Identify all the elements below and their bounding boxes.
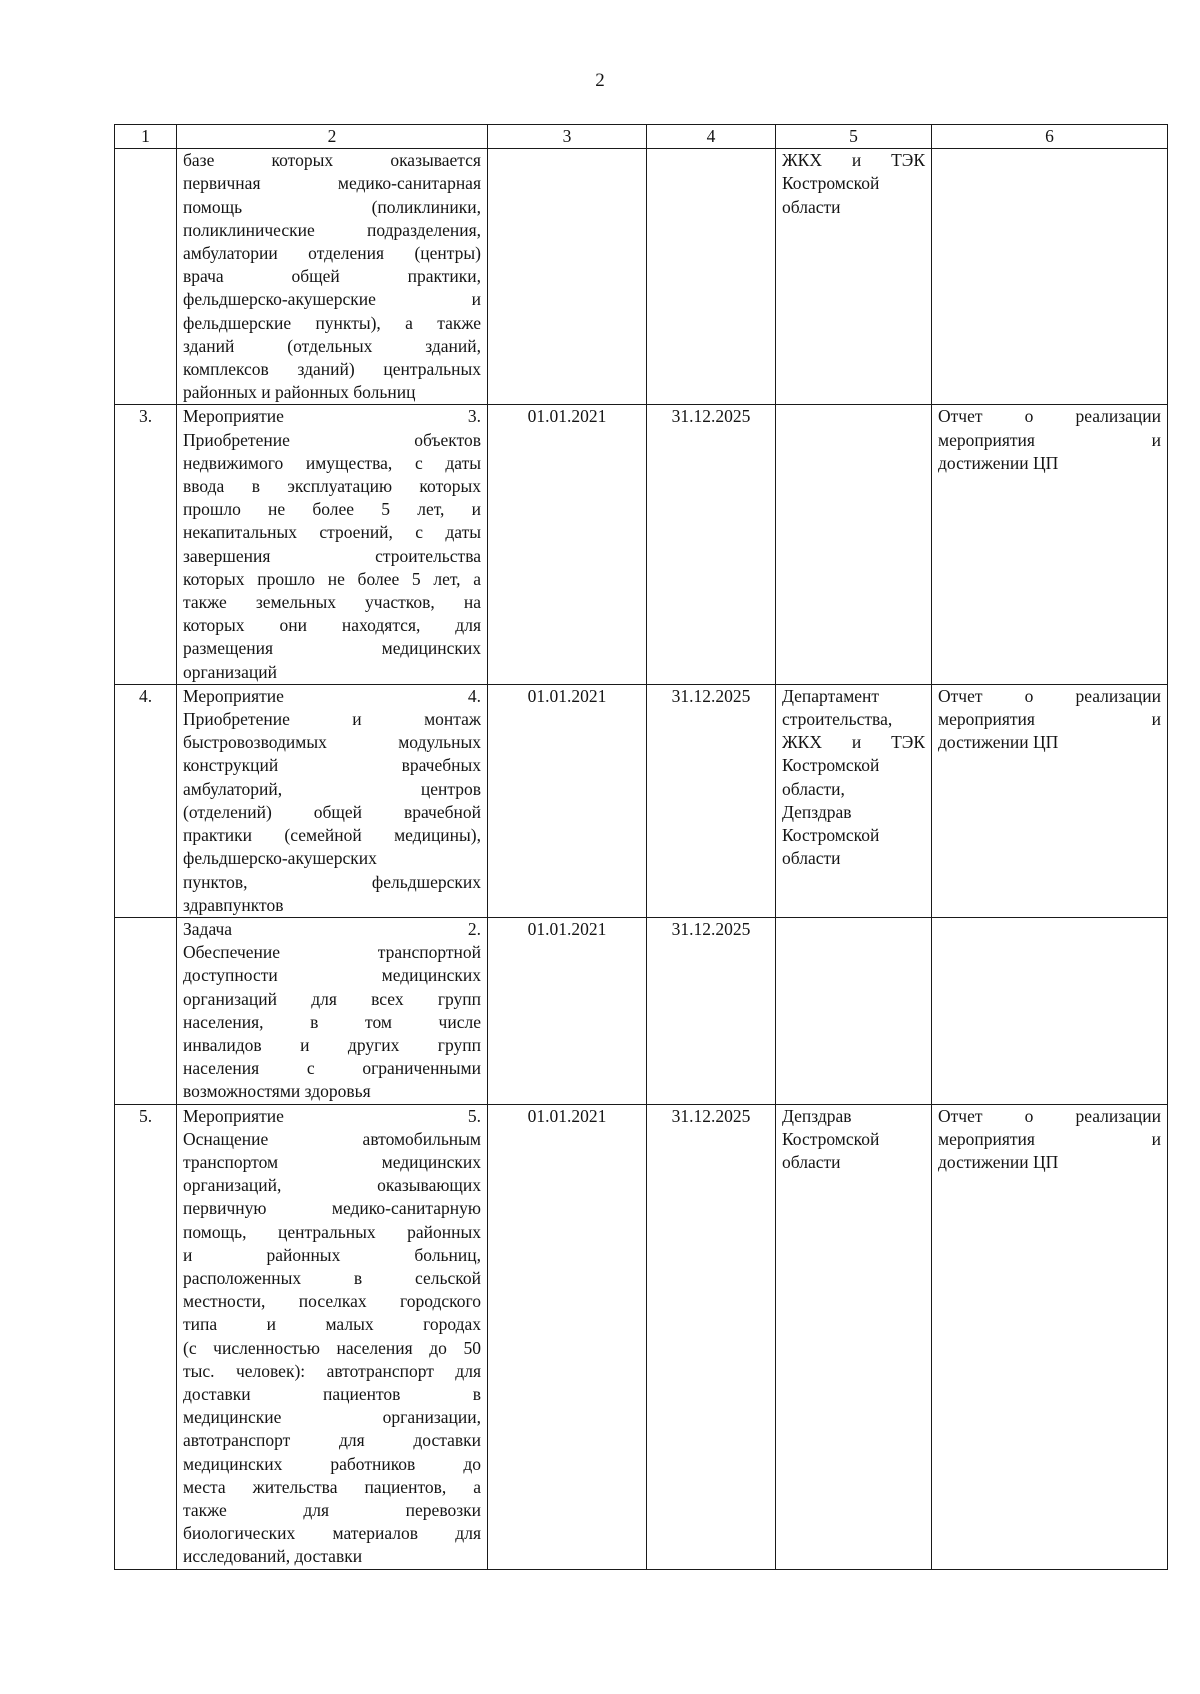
activity-description-line: которых прошло не более 5 лет, а <box>183 568 481 589</box>
column-header-3: 3 <box>488 125 647 149</box>
start-date-cell <box>488 149 647 405</box>
activity-description-line: и районных больниц, <box>183 1244 481 1265</box>
activity-description-line: также земельных участков, на <box>183 592 481 613</box>
activity-description-line: поликлинические подразделения, <box>183 219 481 240</box>
activity-description-line: врача общей практики, <box>183 266 481 287</box>
activity-description-line: типа и малых городах <box>183 1314 481 1335</box>
activity-description-cell <box>177 917 488 1104</box>
activity-description-line: конструкций врачебных <box>183 755 481 776</box>
start-date-cell: 01.01.2021 <box>488 684 647 917</box>
activity-description-line: автотранспорт для доставки <box>183 1430 481 1451</box>
activity-description-line: амбулатории отделения (центры) <box>183 243 481 264</box>
activity-description-cell <box>177 149 488 405</box>
result-cell <box>932 405 1168 684</box>
executor-cell <box>776 405 932 684</box>
row-number-cell: 4. <box>115 684 177 917</box>
result-cell <box>932 1104 1168 1569</box>
row-number-cell <box>115 149 177 405</box>
executor-cell <box>776 684 932 917</box>
activity-description-line: организаций <box>183 661 277 682</box>
row-number-cell: 5. <box>115 1104 177 1569</box>
activity-description-line: населения с ограниченными <box>183 1058 481 1079</box>
activity-description-line: амбулаторий, центров <box>183 778 481 799</box>
end-date-cell <box>647 149 776 405</box>
activity-description-line: практики (семейной медицины), <box>183 825 481 846</box>
activity-description-line: фельдшерские пункты), а также <box>183 312 481 333</box>
activity-description-line: медицинских работников до <box>183 1453 481 1474</box>
table-row <box>115 405 1168 684</box>
result-line: достижении ЦП <box>938 452 1059 473</box>
activity-description-line: (отделений) общей врачебной <box>183 801 481 822</box>
end-date-cell: 31.12.2025 <box>647 917 776 1104</box>
activity-description-line: населения, в том числе <box>183 1011 481 1032</box>
start-date-cell: 01.01.2021 <box>488 1104 647 1569</box>
activity-description-cell <box>177 405 488 684</box>
activity-description-line: помощь, центральных районных <box>183 1221 481 1242</box>
activity-description-line: (с численностью населения до 50 <box>183 1337 481 1358</box>
result-line: мероприятия и <box>938 709 1161 730</box>
activity-description-line: организаций, оказывающих <box>183 1175 481 1196</box>
activity-description-line: районных и районных больниц <box>183 382 416 403</box>
executor-cell <box>776 917 932 1104</box>
result-line: мероприятия и <box>938 429 1161 450</box>
activity-description-line: Оснащение автомобильным <box>183 1128 481 1149</box>
start-date-cell: 01.01.2021 <box>488 405 647 684</box>
executor-line: области, <box>782 778 845 799</box>
activity-description-line: первичная медико-санитарная <box>183 173 481 194</box>
result-line: Отчет о реализации <box>938 685 1161 706</box>
activity-description-line: здравпунктов <box>183 894 284 915</box>
activity-description-line: некапитальных строений, с даты <box>183 522 481 543</box>
end-date-cell: 31.12.2025 <box>647 405 776 684</box>
executor-line: строительства, <box>782 709 893 730</box>
activity-description-line: Мероприятие 3. <box>183 406 481 427</box>
activity-description-line: Задача 2. <box>183 918 481 939</box>
activity-description-line: пунктов, фельдшерских <box>183 871 481 892</box>
executor-line: области <box>782 196 841 217</box>
end-date-cell: 31.12.2025 <box>647 1104 776 1569</box>
column-header-1: 1 <box>115 125 177 149</box>
activity-description-line: фельдшерско-акушерских <box>183 848 377 869</box>
activity-description-line: Обеспечение транспортной <box>183 942 481 963</box>
activity-description-line: фельдшерско-акушерские и <box>183 289 481 310</box>
result-cell <box>932 917 1168 1104</box>
table-row <box>115 684 1168 917</box>
executor-cell <box>776 1104 932 1569</box>
activity-description-line: тыс. человек): автотранспорт для <box>183 1360 481 1381</box>
activity-description-line: быстровозводимых модульных <box>183 732 481 753</box>
result-line: Отчет о реализации <box>938 1105 1161 1126</box>
activity-description-line: возможностями здоровья <box>183 1081 371 1102</box>
column-header-4: 4 <box>647 125 776 149</box>
executor-line: ЖКХ и ТЭК <box>782 150 925 171</box>
executor-line: области <box>782 848 841 869</box>
result-line: Отчет о реализации <box>938 406 1161 427</box>
activity-description-line: расположенных в сельской <box>183 1267 481 1288</box>
column-header-6: 6 <box>932 125 1168 149</box>
activity-description-line: биологических материалов для <box>183 1523 481 1544</box>
activity-description-line: также для перевозки <box>183 1499 481 1520</box>
activity-description-cell <box>177 1104 488 1569</box>
activity-description-line: инвалидов и других групп <box>183 1034 481 1055</box>
activity-description-line: помощь (поликлиники, <box>183 196 481 217</box>
executor-line: Депздрав <box>782 801 852 822</box>
table-row <box>115 1104 1168 1569</box>
activity-description-line: Мероприятие 5. <box>183 1105 481 1126</box>
activity-description-line: зданий (отдельных зданий, <box>183 335 481 356</box>
executor-line: ЖКХ и ТЭК <box>782 732 925 753</box>
activity-description-line: организаций для всех групп <box>183 988 481 1009</box>
start-date-cell: 01.01.2021 <box>488 917 647 1104</box>
activity-description-line: доступности медицинских <box>183 965 481 986</box>
end-date-cell: 31.12.2025 <box>647 684 776 917</box>
executor-line: области <box>782 1151 841 1172</box>
activity-description-line: места жительства пациентов, а <box>183 1476 481 1497</box>
activity-description-line: исследований, доставки <box>183 1546 363 1567</box>
activity-description-line: прошло не более 5 лет, и <box>183 499 481 520</box>
table-row <box>115 917 1168 1104</box>
activity-description-line: Приобретение и монтаж <box>183 709 481 730</box>
executor-line: Костромской <box>782 173 880 194</box>
result-cell <box>932 684 1168 917</box>
activity-description-line: базе которых оказывается <box>183 150 481 171</box>
row-number-cell: 3. <box>115 405 177 684</box>
activity-description-line: доставки пациентов в <box>183 1383 481 1404</box>
page-number: 2 <box>595 70 605 91</box>
result-line: достижении ЦП <box>938 1151 1059 1172</box>
executor-line: Костромской <box>782 825 880 846</box>
activity-description-line: медицинские организации, <box>183 1407 481 1428</box>
executor-line: Костромской <box>782 755 880 776</box>
result-line: мероприятия и <box>938 1128 1161 1149</box>
activity-description-line: Приобретение объектов <box>183 429 481 450</box>
activity-description-line: недвижимого имущества, с даты <box>183 452 481 473</box>
column-header-2: 2 <box>177 125 488 149</box>
activity-description-line: Мероприятие 4. <box>183 685 481 706</box>
activity-description-line: ввода в эксплуатацию которых <box>183 476 481 497</box>
activity-description-line: размещения медицинских <box>183 638 481 659</box>
result-cell <box>932 149 1168 405</box>
executor-line: Костромской <box>782 1128 880 1149</box>
activity-description-line: транспортом медицинских <box>183 1151 481 1172</box>
executor-line: Департамент <box>782 685 880 706</box>
activity-description-line: комплексов зданий) центральных <box>183 359 481 380</box>
activity-description-line: местности, поселках городского <box>183 1291 481 1312</box>
activity-description-line: первичную медико-санитарную <box>183 1198 481 1219</box>
executor-line: Депздрав <box>782 1105 852 1126</box>
column-header-5: 5 <box>776 125 932 149</box>
activities-table <box>114 124 1168 1570</box>
executor-cell <box>776 149 932 405</box>
table-row <box>115 149 1168 405</box>
activity-description-line: которых они находятся, для <box>183 615 481 636</box>
row-number-cell <box>115 917 177 1104</box>
activity-description-cell <box>177 684 488 917</box>
activity-description-line: завершения строительства <box>183 545 481 566</box>
table-header-row <box>115 125 1168 149</box>
result-line: достижении ЦП <box>938 732 1059 753</box>
